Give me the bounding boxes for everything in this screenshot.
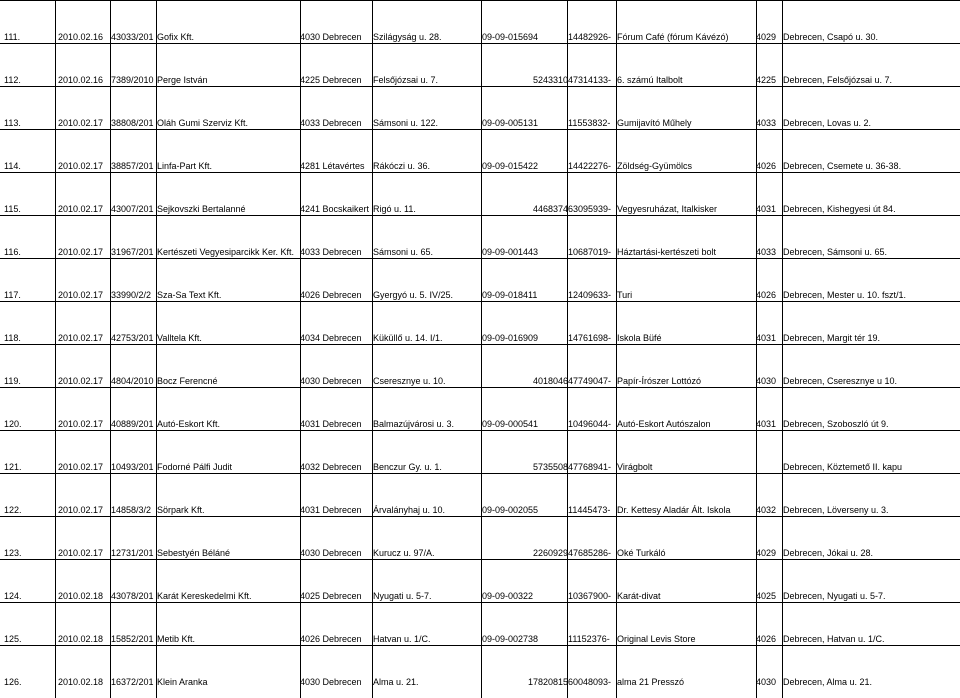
column-divider bbox=[567, 0, 568, 698]
table-row bbox=[0, 430, 960, 473]
cell-row-number: 118. bbox=[4, 333, 21, 343]
table-row bbox=[0, 645, 960, 687]
table-row bbox=[0, 43, 960, 86]
cell-seat-street: Cseresznye u. 10. bbox=[373, 376, 446, 386]
cell-tax-number: 10367900- bbox=[568, 591, 612, 601]
cell-tax-number: 14761698- bbox=[568, 333, 612, 343]
cell-company-name: Sejkovszki Bertalanné bbox=[157, 204, 246, 214]
cell-shop-name: alma 21 Presszó bbox=[617, 677, 685, 687]
cell-file-number: 15852/201 bbox=[111, 634, 154, 644]
cell-tax-number: 47768941- bbox=[568, 462, 612, 472]
cell-company-name: Metib Kft. bbox=[157, 634, 196, 644]
cell-shop-zip: 4026 bbox=[756, 634, 777, 644]
cell-seat-street: Balmazújvárosi u. 3. bbox=[373, 419, 455, 429]
table-row bbox=[0, 0, 960, 43]
cell-shop-zip: 4033 bbox=[756, 118, 777, 128]
cell-shop-zip: 4030 bbox=[756, 677, 777, 687]
cell-seat-street: Árvalányhaj u. 10. bbox=[373, 505, 446, 515]
cell-row-number: 119. bbox=[4, 376, 21, 386]
cell-company-name: Sörpark Kft. bbox=[157, 505, 205, 515]
cell-shop-address: Debrecen, Nyugati u. 5-7. bbox=[783, 591, 886, 601]
table-row bbox=[0, 602, 960, 645]
cell-shop-zip: 4032 bbox=[756, 505, 777, 515]
cell-shop-name: Original Levis Store bbox=[617, 634, 696, 644]
column-divider bbox=[481, 0, 482, 698]
cell-shop-zip: 4026 bbox=[756, 161, 777, 171]
cell-registry-number: 09-09-005131 bbox=[482, 118, 539, 128]
cell-shop-name: Oké Turkáló bbox=[617, 548, 666, 558]
cell-tax-number: 10687019- bbox=[568, 247, 612, 257]
cell-company-name: Bocz Ferencné bbox=[157, 376, 218, 386]
cell-seat-city: 4033 Debrecen bbox=[300, 247, 362, 257]
cell-date: 2010.02.17 bbox=[58, 204, 104, 214]
table-row bbox=[0, 258, 960, 301]
cell-shop-address: Debrecen, Kishegyesi út 84. bbox=[783, 204, 896, 214]
cell-seat-street: Sámsoni u. 122. bbox=[373, 118, 439, 128]
cell-row-number: 123. bbox=[4, 548, 22, 558]
cell-row-number: 125. bbox=[4, 634, 22, 644]
cell-shop-name: Dr. Kettesy Aladár Ált. Iskola bbox=[617, 505, 731, 515]
cell-tax-number: 11445473- bbox=[568, 505, 611, 515]
row-divider bbox=[0, 559, 960, 560]
table-row bbox=[0, 516, 960, 559]
cell-date: 2010.02.17 bbox=[58, 161, 104, 171]
cell-tax-number: 47314133- bbox=[568, 75, 612, 85]
cell-seat-city: 4026 Debrecen bbox=[300, 634, 362, 644]
cell-shop-name: Vegyesruházat, Italkisker bbox=[617, 204, 718, 214]
column-divider bbox=[616, 0, 617, 698]
cell-date: 2010.02.18 bbox=[58, 634, 104, 644]
table-row bbox=[0, 559, 960, 602]
cell-shop-zip: 4031 bbox=[756, 333, 777, 343]
cell-shop-zip: 4225 bbox=[756, 75, 777, 85]
cell-company-name: Autó-Eskort Kft. bbox=[157, 419, 221, 429]
cell-shop-name: Zöldség-Gyümölcs bbox=[617, 161, 693, 171]
cell-shop-address: Debrecen, Löverseny u. 3. bbox=[783, 505, 889, 515]
cell-seat-city: 4026 Debrecen bbox=[300, 290, 362, 300]
cell-registry-number: 5735508 bbox=[532, 462, 568, 472]
column-divider bbox=[300, 0, 301, 698]
cell-shop-address: Debrecen, Margit tér 19. bbox=[783, 333, 881, 343]
cell-file-number: 10493/201 bbox=[111, 462, 154, 472]
cell-seat-city: 4241 Bocskaikert bbox=[300, 204, 370, 214]
cell-seat-street: Alma u. 21. bbox=[373, 677, 419, 687]
row-divider bbox=[0, 129, 960, 130]
cell-file-number: 16372/201 bbox=[111, 677, 154, 687]
cell-registry-number: 09-09-018411 bbox=[482, 290, 538, 300]
cell-shop-address: Debrecen, Hatvan u. 1/C. bbox=[783, 634, 885, 644]
cell-seat-city: 4281 Létavértes bbox=[300, 161, 365, 171]
cell-shop-address: Debrecen, Csemete u. 36-38. bbox=[783, 161, 902, 171]
cell-shop-name: Autó-Eskort Autószalon bbox=[617, 419, 711, 429]
row-divider bbox=[0, 0, 960, 1]
cell-file-number: 42753/201 bbox=[111, 333, 154, 343]
cell-company-name: Sza-Sa Text Kft. bbox=[157, 290, 222, 300]
cell-tax-number: 47685286- bbox=[568, 548, 612, 558]
cell-registry-number: 09-09-000541 bbox=[482, 419, 539, 429]
cell-company-name: Fodorné Pálfi Judit bbox=[157, 462, 233, 472]
cell-seat-street: Benczur Gy. u. 1. bbox=[373, 462, 442, 472]
row-divider bbox=[0, 258, 960, 259]
row-divider bbox=[0, 43, 960, 44]
cell-date: 2010.02.16 bbox=[58, 32, 104, 42]
cell-tax-number: 12409633- bbox=[568, 290, 612, 300]
cell-row-number: 126. bbox=[4, 677, 22, 687]
cell-shop-zip: 4033 bbox=[756, 247, 777, 257]
column-divider bbox=[756, 0, 757, 698]
row-divider bbox=[0, 172, 960, 173]
cell-file-number: 33990/2/2 bbox=[111, 290, 152, 300]
cell-shop-name: Gumijavító Műhely bbox=[617, 118, 692, 128]
column-divider bbox=[156, 0, 157, 698]
row-divider bbox=[0, 344, 960, 345]
cell-seat-street: Nyugati u. 5-7. bbox=[373, 591, 432, 601]
cell-shop-zip: 4026 bbox=[756, 290, 777, 300]
table-row bbox=[0, 301, 960, 344]
cell-file-number: 7389/2010 bbox=[111, 75, 154, 85]
table-row bbox=[0, 129, 960, 172]
cell-shop-name: 6. számú Italbolt bbox=[617, 75, 683, 85]
cell-row-number: 114. bbox=[4, 161, 21, 171]
cell-shop-address: Debrecen, Sámsoni u. 65. bbox=[783, 247, 888, 257]
cell-row-number: 121. bbox=[4, 462, 22, 472]
cell-date: 2010.02.17 bbox=[58, 290, 104, 300]
cell-registry-number: 09-09-002055 bbox=[482, 505, 539, 515]
cell-registry-number: 4018046 bbox=[532, 376, 568, 386]
cell-row-number: 117. bbox=[4, 290, 21, 300]
cell-date: 2010.02.17 bbox=[58, 548, 104, 558]
cell-seat-street: Rákóczi u. 36. bbox=[373, 161, 431, 171]
cell-seat-city: 4031 Debrecen bbox=[300, 505, 362, 515]
cell-shop-address: Debrecen, Csapó u. 30. bbox=[783, 32, 879, 42]
cell-shop-zip: 4031 bbox=[756, 419, 777, 429]
table-row bbox=[0, 473, 960, 516]
cell-tax-number: 47749047- bbox=[568, 376, 612, 386]
cell-shop-zip: 4029 bbox=[756, 548, 777, 558]
cell-seat-city: 4030 Debrecen bbox=[300, 677, 362, 687]
cell-registry-number: 4468374 bbox=[532, 204, 568, 214]
cell-shop-zip bbox=[756, 462, 783, 473]
cell-file-number: 43007/201 bbox=[111, 204, 154, 214]
cell-date: 2010.02.17 bbox=[58, 247, 104, 257]
cell-shop-address: Debrecen, Lovas u. 2. bbox=[783, 118, 872, 128]
cell-registry-number: 09-09-001443 bbox=[482, 247, 539, 257]
cell-shop-address: Debrecen, Alma u. 21. bbox=[783, 677, 873, 687]
cell-seat-street: Hatvan u. 1/C. bbox=[373, 634, 431, 644]
table-row bbox=[0, 86, 960, 129]
cell-registry-number: 5243310 bbox=[532, 75, 568, 85]
cell-row-number: 113. bbox=[4, 118, 21, 128]
cell-company-name: Kertészeti Vegyesiparcikk Ker. Kft. bbox=[157, 247, 295, 257]
cell-tax-number: 14482926- bbox=[568, 32, 612, 42]
cell-seat-city: 4030 Debrecen bbox=[300, 376, 362, 386]
cell-registry-number: 09-09-00322 bbox=[482, 591, 534, 601]
cell-registry-number: 09-09-002738 bbox=[482, 634, 539, 644]
table-row bbox=[0, 344, 960, 387]
cell-seat-street: Küküllő u. 14. I/1. bbox=[373, 333, 443, 343]
cell-shop-zip: 4029 bbox=[756, 32, 777, 42]
cell-seat-city: 4033 Debrecen bbox=[300, 118, 362, 128]
cell-registry-number: 2260929 bbox=[532, 548, 568, 558]
cell-seat-city: 4032 Debrecen bbox=[300, 462, 362, 472]
cell-shop-zip: 4025 bbox=[756, 591, 777, 601]
cell-seat-street: Rigó u. 11. bbox=[373, 204, 416, 214]
row-divider bbox=[0, 215, 960, 216]
cell-registry-number: 09-09-015422 bbox=[482, 161, 539, 171]
cell-row-number: 112. bbox=[4, 75, 21, 85]
cell-shop-address: Debrecen, Mester u. 10. fszt/1. bbox=[783, 290, 907, 300]
cell-date: 2010.02.17 bbox=[58, 462, 104, 472]
cell-shop-address: Debrecen, Felsőjózsai u. 7. bbox=[783, 75, 893, 85]
cell-row-number: 122. bbox=[4, 505, 22, 515]
cell-row-number: 124. bbox=[4, 591, 22, 601]
column-divider bbox=[55, 0, 56, 698]
column-divider bbox=[110, 0, 111, 698]
cell-tax-number: 63095939- bbox=[568, 204, 612, 214]
cell-date: 2010.02.18 bbox=[58, 677, 104, 687]
cell-company-name: Perge István bbox=[157, 75, 208, 85]
cell-date: 2010.02.17 bbox=[58, 376, 104, 386]
cell-date: 2010.02.16 bbox=[58, 75, 104, 85]
cell-tax-number: 11152376- bbox=[568, 634, 610, 644]
cell-company-name: Oláh Gumi Szerviz Kft. bbox=[157, 118, 249, 128]
cell-seat-city: 4034 Debrecen bbox=[300, 333, 362, 343]
column-divider bbox=[372, 0, 373, 698]
cell-shop-address: Debrecen, Jókai u. 28. bbox=[783, 548, 874, 558]
column-divider bbox=[782, 0, 783, 698]
cell-shop-name: Papír-Írószer Lottózó bbox=[617, 376, 702, 386]
cell-file-number: 4804/2010 bbox=[111, 376, 154, 386]
cell-tax-number: 11553832- bbox=[568, 118, 611, 128]
cell-seat-street: Sámsoni u. 65. bbox=[373, 247, 434, 257]
cell-date: 2010.02.18 bbox=[58, 591, 104, 601]
cell-shop-address: Debrecen, Köztemető II. kapu bbox=[783, 462, 903, 472]
cell-file-number: 38857/201 bbox=[111, 161, 154, 171]
cell-tax-number: 60048093- bbox=[568, 677, 612, 687]
cell-seat-street: Felsőjózsai u. 7. bbox=[373, 75, 439, 85]
cell-shop-zip: 4030 bbox=[756, 376, 777, 386]
cell-seat-city: 4225 Debrecen bbox=[300, 75, 362, 85]
cell-registry-number: 09-09-016909 bbox=[482, 333, 539, 343]
cell-file-number: 14858/3/2 bbox=[111, 505, 152, 515]
cell-company-name: Linfa-Part Kft. bbox=[157, 161, 213, 171]
cell-seat-city: 4030 Debrecen bbox=[300, 548, 362, 558]
cell-seat-street: Kurucz u. 97/A. bbox=[373, 548, 435, 558]
cell-file-number: 12731/201 bbox=[111, 548, 154, 558]
cell-company-name: Gofix Kft. bbox=[157, 32, 195, 42]
cell-seat-city: 4030 Debrecen bbox=[300, 32, 362, 42]
cell-registry-number: 09-09-015694 bbox=[482, 32, 539, 42]
table-row bbox=[0, 215, 960, 258]
cell-registry-number: 17820815 bbox=[527, 677, 568, 687]
cell-date: 2010.02.17 bbox=[58, 419, 104, 429]
row-divider bbox=[0, 473, 960, 474]
cell-shop-name: Iskola Büfé bbox=[617, 333, 662, 343]
cell-shop-zip: 4031 bbox=[756, 204, 777, 214]
cell-row-number: 120. bbox=[4, 419, 22, 429]
cell-date: 2010.02.17 bbox=[58, 118, 104, 128]
cell-shop-address: Debrecen, Szoboszló út 9. bbox=[783, 419, 889, 429]
cell-file-number: 43033/201 bbox=[111, 32, 154, 42]
cell-tax-number: 10496044- bbox=[568, 419, 612, 429]
cell-seat-street: Gyergyó u. 5. IV/25. bbox=[373, 290, 454, 300]
cell-shop-name: Háztartási-kertészeti bolt bbox=[617, 247, 717, 257]
cell-company-name: Klein Aranka bbox=[157, 677, 208, 687]
cell-date: 2010.02.17 bbox=[58, 333, 104, 343]
cell-row-number: 111. bbox=[4, 32, 21, 42]
cell-seat-street: Szilágyság u. 28. bbox=[373, 32, 442, 42]
row-divider bbox=[0, 387, 960, 388]
row-divider bbox=[0, 645, 960, 646]
table-row bbox=[0, 172, 960, 215]
cell-seat-city: 4025 Debrecen bbox=[300, 591, 362, 601]
row-divider bbox=[0, 516, 960, 517]
cell-file-number: 43078/201 bbox=[111, 591, 154, 601]
cell-seat-city: 4031 Debrecen bbox=[300, 419, 362, 429]
cell-company-name: Karát Kereskedelmi Kft. bbox=[157, 591, 252, 601]
cell-file-number: 38808/201 bbox=[111, 118, 154, 128]
cell-row-number: 116. bbox=[4, 247, 21, 257]
cell-shop-name: Turi bbox=[617, 290, 633, 300]
row-divider bbox=[0, 301, 960, 302]
cell-company-name: Valltela Kft. bbox=[157, 333, 202, 343]
cell-row-number: 115. bbox=[4, 204, 21, 214]
cell-file-number: 31967/201 bbox=[111, 247, 154, 257]
cell-company-name: Sebestyén Béláné bbox=[157, 548, 231, 558]
cell-shop-name: Karát-divat bbox=[617, 591, 661, 601]
cell-shop-address: Debrecen, Cseresznye u 10. bbox=[783, 376, 898, 386]
cell-shop-name: Virágbolt bbox=[617, 462, 653, 472]
row-divider bbox=[0, 602, 960, 603]
cell-date: 2010.02.17 bbox=[58, 505, 104, 515]
row-divider bbox=[0, 86, 960, 87]
row-divider bbox=[0, 430, 960, 431]
cell-file-number: 40889/201 bbox=[111, 419, 154, 429]
cell-tax-number: 14422276- bbox=[568, 161, 612, 171]
cell-shop-name: Fórum Café (fórum Kávézó) bbox=[617, 32, 729, 42]
table-row bbox=[0, 387, 960, 430]
